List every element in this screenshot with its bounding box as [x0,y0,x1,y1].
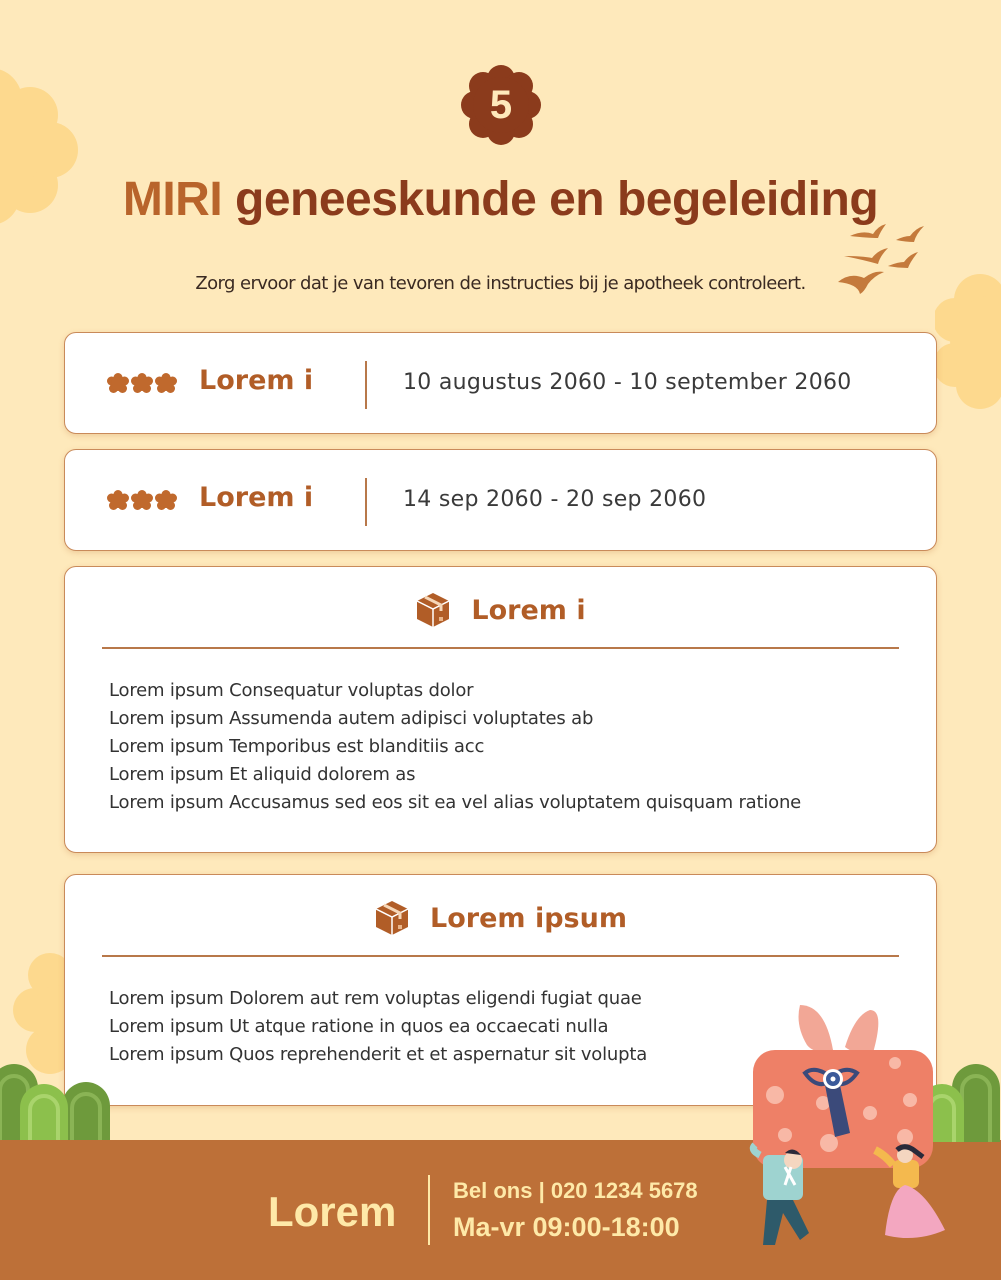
box-icon [415,591,451,629]
title-accent: MIRI [122,173,223,226]
footer-brand: Lorem [268,1188,397,1235]
list-item: Lorem ipsum Et aliquid dolorem as [109,764,416,785]
vertical-divider [365,478,367,526]
footer-phone[interactable]: Bel ons | 020 1234 5678 [453,1178,698,1203]
box-icon [374,899,410,937]
info-list-card [64,566,937,853]
date-card [64,449,937,551]
card-header [65,591,936,629]
info-list [109,677,801,817]
list-item: Lorem ipsum Dolorem aut rem voluptas eligendi fugiat quae [109,988,642,1009]
date-range-value: 10 augustus 2060 - 10 september 2060 [403,370,852,395]
date-card-label: Lorem i [199,482,314,513]
date-card-label: Lorem i [199,365,314,396]
info-list [109,985,647,1069]
footer-hours: Ma-vr 09:00-18:00 [453,1212,680,1242]
date-range-value: 14 sep 2060 - 20 sep 2060 [403,487,707,512]
card-header [65,899,936,937]
three-flowers-icon [107,490,177,512]
card-title: Lorem ipsum [430,902,627,934]
vertical-divider [365,361,367,409]
list-item: Lorem ipsum Ut atque ratione in quos ea occaecati nulla [109,1016,609,1037]
list-item: Lorem ipsum Temporibus est blanditiis acc [109,736,485,757]
card-title: Lorem i [471,594,586,626]
page-subtitle: Zorg ervoor dat je van tevoren de instructies bij je apotheek controleert. [195,273,806,294]
step-number: 5 [489,82,513,127]
list-item: Lorem ipsum Quos reprehenderit et et aspernatur sit volupta [109,1044,648,1065]
horizontal-divider [102,955,899,957]
list-item: Lorem ipsum Assumenda autem adipisci voluptates ab [109,708,594,729]
list-item: Lorem ipsum Accusamus sed eos sit ea vel alias voluptatem quisquam ratione [109,792,802,813]
horizontal-divider [102,647,899,649]
gift-carriers-illustration [745,995,960,1250]
step-number-badge [460,64,542,146]
date-card [64,332,937,434]
list-item: Lorem ipsum Consequatur voluptas dolor [109,680,474,701]
page-title [0,172,1001,227]
footer-divider [428,1175,430,1245]
three-flowers-icon [107,373,177,395]
bushes-left-illustration [0,1058,112,1142]
title-rest: geneeskunde en begeleiding [222,173,879,226]
